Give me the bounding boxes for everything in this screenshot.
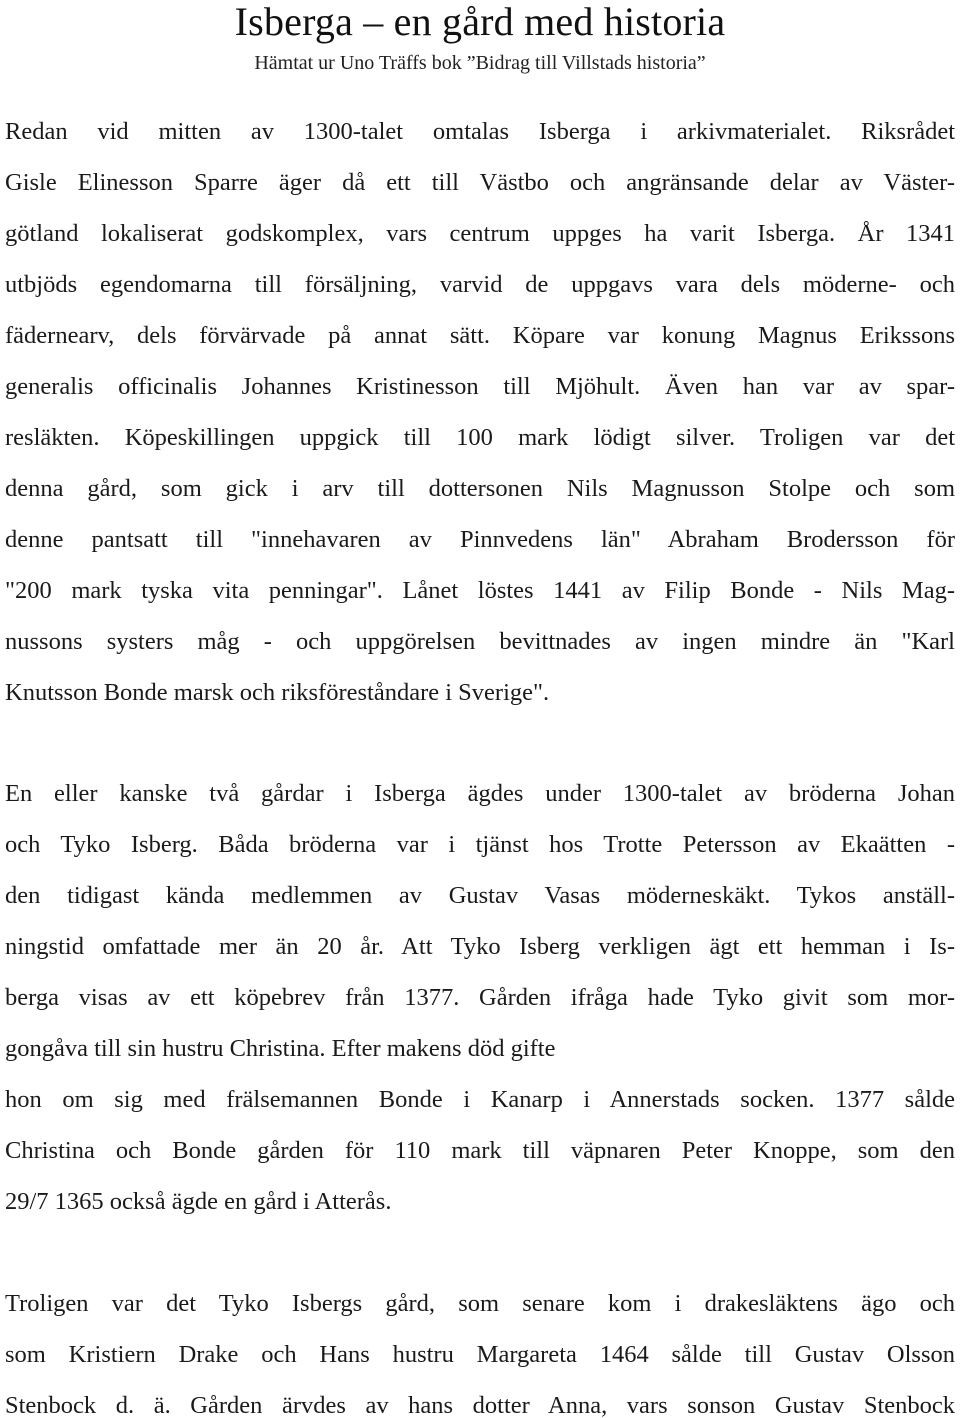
text-line: ningstid omfattade mer än 20 år. Att Tyko Isberg verkligen ägt ett hemman i Is- <box>5 933 955 960</box>
document-title: Isberga – en gård med historia <box>234 0 726 44</box>
text-line: resläkten. Köpeskillingen uppgick till 100 mark lödigt silver. Troligen var det <box>5 424 955 451</box>
text-line: 29/7 1365 också ägde en gård i Atterås. <box>5 1188 392 1215</box>
text-line: Gisle Elinesson Sparre äger då ett till Västbo och angränsande delar av Väster- <box>5 169 955 196</box>
text-line: gongåva till sin hustru Christina. Efter makens död gifte <box>5 1035 556 1062</box>
paragraph-1 <box>5 106 955 718</box>
text-line: fädernearv, dels förvärvade på annat sätt. Köpare var konung Magnus Erikssons <box>5 322 955 349</box>
text-line: nussons systers måg - och uppgörelsen bevittnades av ingen mindre än "Karl <box>5 628 955 655</box>
text-line: Redan vid mitten av 1300-talet omtalas Isberga i arkivmaterialet. Riksrådet <box>5 118 955 145</box>
text-line: götland lokaliserat godskomplex, vars centrum uppges ha varit Isberga. År 1341 <box>5 220 955 247</box>
text-line: den tidigast kända medlemmen av Gustav Vasas möderneskäkt. Tykos anställ- <box>5 882 955 909</box>
text-line: Knutsson Bonde marsk och riksföreståndare i Sverige". <box>5 679 550 706</box>
text-line: En eller kanske två gårdar i Isberga ägdes under 1300-talet av bröderna Johan <box>5 780 955 807</box>
text-line: berga visas av ett köpebrev från 1377. Gården ifråga hade Tyko givit som mor- <box>5 984 955 1011</box>
paragraph-3 <box>5 1278 955 1418</box>
text-line: denna gård, som gick i arv till dottersonen Nils Magnusson Stolpe och som <box>5 475 955 502</box>
text-line: Troligen var det Tyko Isbergs gård, som senare kom i drakesläktens ägo och <box>5 1290 955 1317</box>
text-line: "200 mark tyska vita penningar". Lånet löstes 1441 av Filip Bonde - Nils Mag- <box>5 577 955 604</box>
text-line: generalis officinalis Johannes Kristinesson till Mjöhult. Även han var av spar- <box>5 373 955 400</box>
text-line: som Kristiern Drake och Hans hustru Margareta 1464 sålde till Gustav Olsson <box>5 1341 955 1368</box>
text-line: denne pantsatt till "innehavaren av Pinnvedens län" Abraham Brodersson för <box>5 526 955 553</box>
paragraph-2 <box>5 768 955 1227</box>
text-line: hon om sig med frälsemannen Bonde i Kanarp i Annerstads socken. 1377 sålde <box>5 1086 955 1113</box>
text-line: och Tyko Isberg. Båda bröderna var i tjänst hos Trotte Petersson av Ekaätten - <box>5 831 955 858</box>
text-line: Christina och Bonde gården för 110 mark till väpnaren Peter Knoppe, som den <box>5 1137 955 1164</box>
text-line: utbjöds egendomarna till försäljning, varvid de uppgavs vara dels möderne- och <box>5 271 955 298</box>
document-subtitle: Hämtat ur Uno Träffs bok ”Bidrag till Villstads historia” <box>254 52 706 74</box>
text-line: Stenbock d. ä. Gården ärvdes av hans dotter Anna, vars sonson Gustav Stenbock <box>5 1392 955 1418</box>
